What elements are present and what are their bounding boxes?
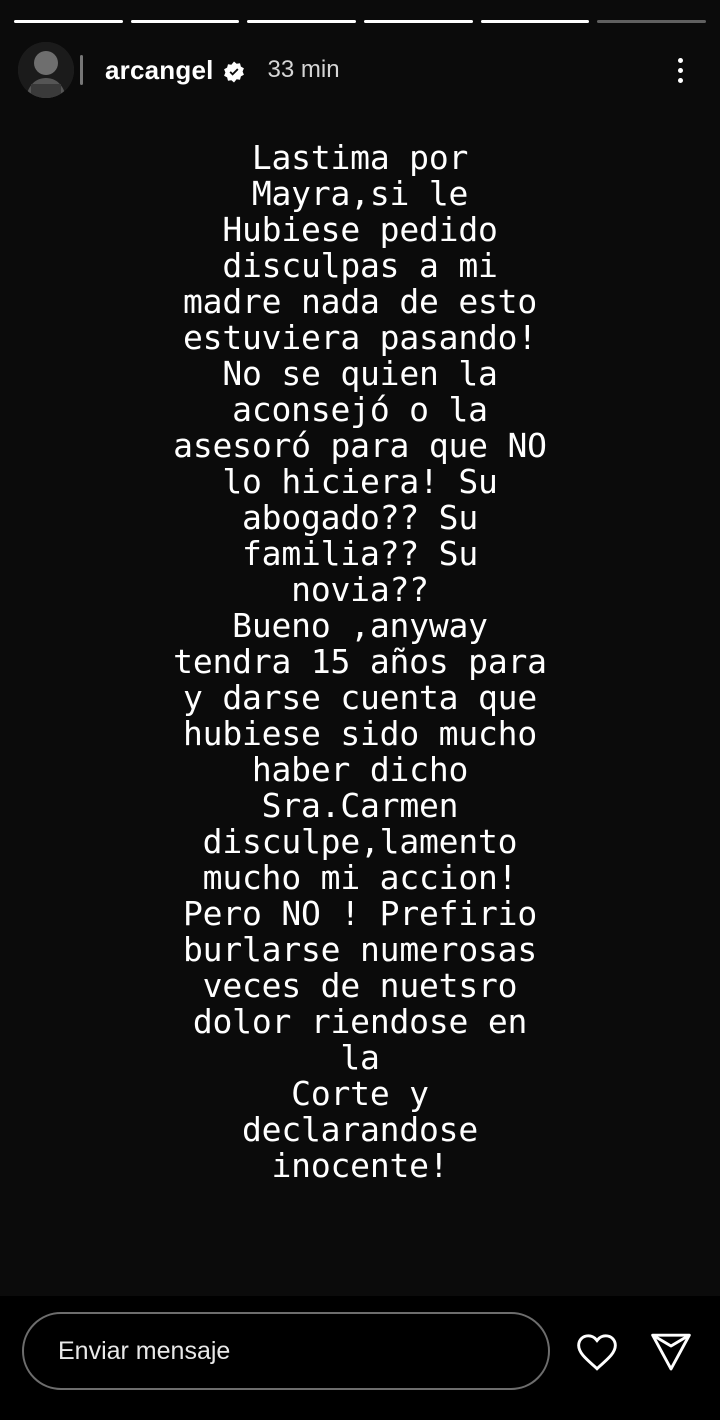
- more-options-icon[interactable]: [662, 48, 698, 92]
- progress-segment[interactable]: [247, 20, 356, 23]
- heart-icon[interactable]: [570, 1324, 624, 1378]
- send-share-icon[interactable]: [644, 1324, 698, 1378]
- username-label[interactable]: arcangel: [105, 54, 214, 85]
- story-progress-bar: [0, 0, 720, 28]
- message-input[interactable]: [22, 1312, 550, 1390]
- avatar-divider: [80, 55, 83, 85]
- story-timestamp: 33 min: [267, 56, 340, 83]
- profile-avatar-icon: [18, 42, 74, 98]
- progress-segment[interactable]: [131, 20, 240, 23]
- progress-segment[interactable]: [364, 20, 473, 23]
- progress-segment[interactable]: [481, 20, 590, 23]
- avatar[interactable]: [18, 42, 74, 98]
- progress-segment[interactable]: [597, 20, 706, 23]
- story-footer: [0, 1296, 720, 1420]
- story-text: Lastima por Mayra,si le Hubiese pedido disculpas a mi madre nada de esto estuviera pasando! No se quien la aconsejó o la asesoró para que NO lo hiciera! Su abogado?? Su familia?? Su novia?? Bueno ,anyway tendra 15 años para y darse cuenta que hubiese sido mucho haber dicho Sra.Carmen disculpe,lamento mucho mi accion! Pero NO ! Prefirio burlarse numerosas veces de nuetsro dolor riendose en la Corte y declarandose inocente!: [173, 138, 547, 1185]
- verified-badge-icon: [222, 60, 246, 84]
- story-content-area[interactable]: [0, 104, 720, 1296]
- story-header: [0, 28, 720, 104]
- more-dot: [678, 78, 683, 83]
- more-dot: [678, 58, 683, 63]
- more-dot: [678, 68, 683, 73]
- progress-segment[interactable]: [14, 20, 123, 23]
